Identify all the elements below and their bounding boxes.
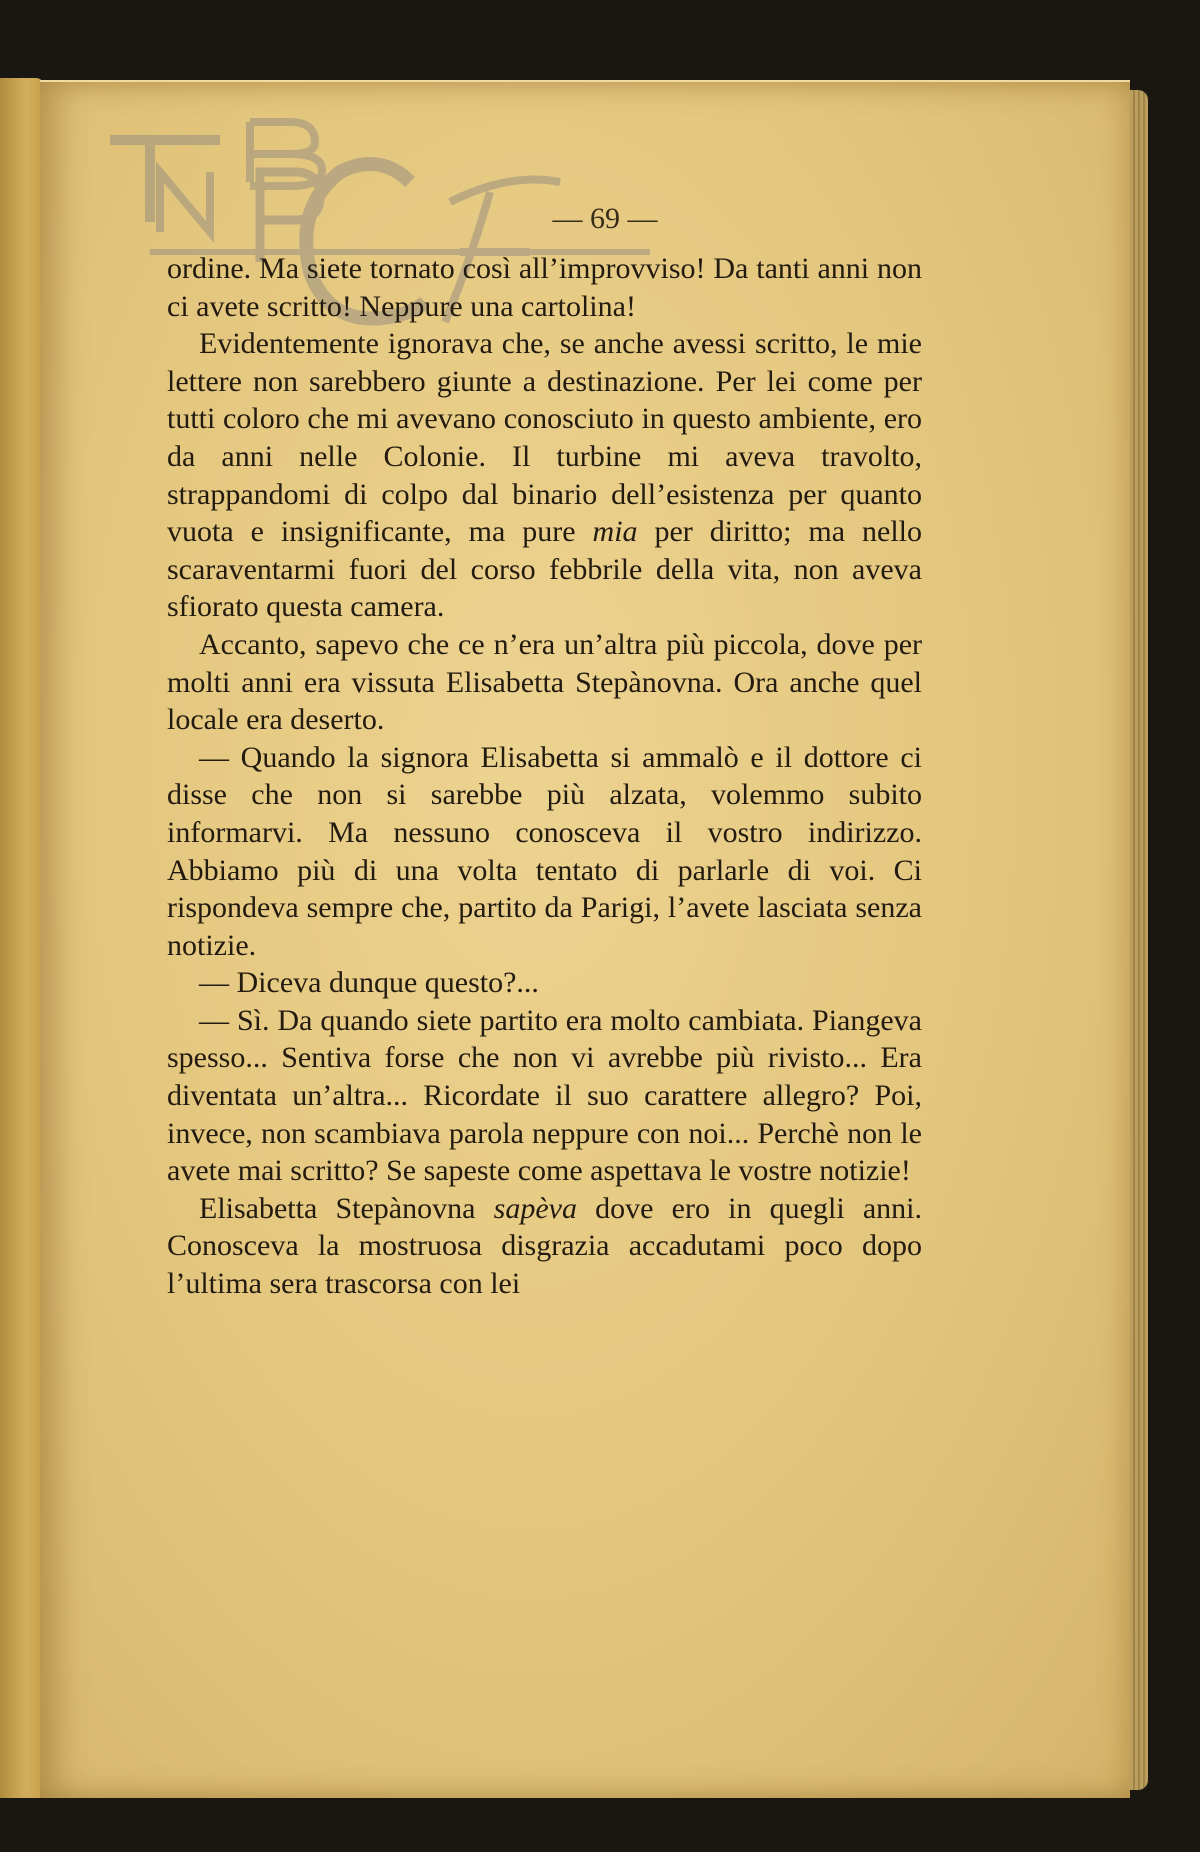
italic-text: mia <box>592 515 638 549</box>
book-page <box>40 80 1130 1798</box>
paragraph <box>167 626 922 739</box>
paragraph <box>167 1190 922 1303</box>
text-run: Elisabetta Stepànovna <box>199 1191 494 1225</box>
paragraph <box>167 1002 922 1190</box>
text-run: — Diceva dunque questo?... <box>199 966 539 1000</box>
page-number: — 69 — <box>552 202 658 235</box>
paragraph <box>167 325 922 626</box>
text-run: — Quando la signora Elisabetta si ammalò e il dottore ci disse che non si sarebbe più alzata, volemmo subito informarvi. Ma nessuno conosceva il vostro indirizzo. Abbiamo più di una volta tentato di parlarle di voi. Ci rispondeva sempre che, partito da Parigi, l’avete lasciata senza notizie. <box>167 740 922 962</box>
paragraph <box>167 739 922 965</box>
paragraph <box>167 250 922 325</box>
page-text-body <box>167 250 922 1303</box>
text-run: ordine. Ma siete tornato così all’improvviso! Da tanti anni non ci avete scritto! Neppure una cartolina! <box>167 252 922 323</box>
text-run: — Sì. Da quando siete partito era molto cambiata. Piangeva spesso... Sentiva forse che non vi avrebbe più rivisto... Era diventata un’altra... Ricordate il suo carattere allegro? Poi, invece, non scambiava parola neppure con noi... Perchè non le avete mai scritto? Se sapeste come aspettava le vostre notizie! <box>167 1003 922 1188</box>
text-run: per diritto; ma nello scaraventarmi fuori del corso febbrile della vita, non aveva sfiorato questa camera. <box>167 515 922 624</box>
text-run: Evidentemente ignorava che, se anche avessi scritto, le mie lettere non sarebbero giunte a destinazione. Per lei come per tutti coloro che mi avevano conosciuto in questo ambiente, ero da anni nelle Colonie. Il turbine mi aveva travolto, strappandomi di colpo dal binario dell’esistenza per quanto vuota e insignificante, ma pure <box>167 327 922 549</box>
text-run: dove ero in quegli anni. Conosceva la mostruosa disgrazia accadutami poco dopo l’ultima sera trascorsa con lei <box>167 1191 922 1301</box>
left-page-edge <box>0 78 44 1798</box>
italic-text: sapèva <box>493 1191 577 1225</box>
paragraph <box>167 964 922 1002</box>
text-run: Accanto, sapevo che ce n’era un’altra più piccola, dove per molti anni era vissuta Elisabetta Stepànovna. Ora anche quel locale era deserto. <box>167 627 922 737</box>
